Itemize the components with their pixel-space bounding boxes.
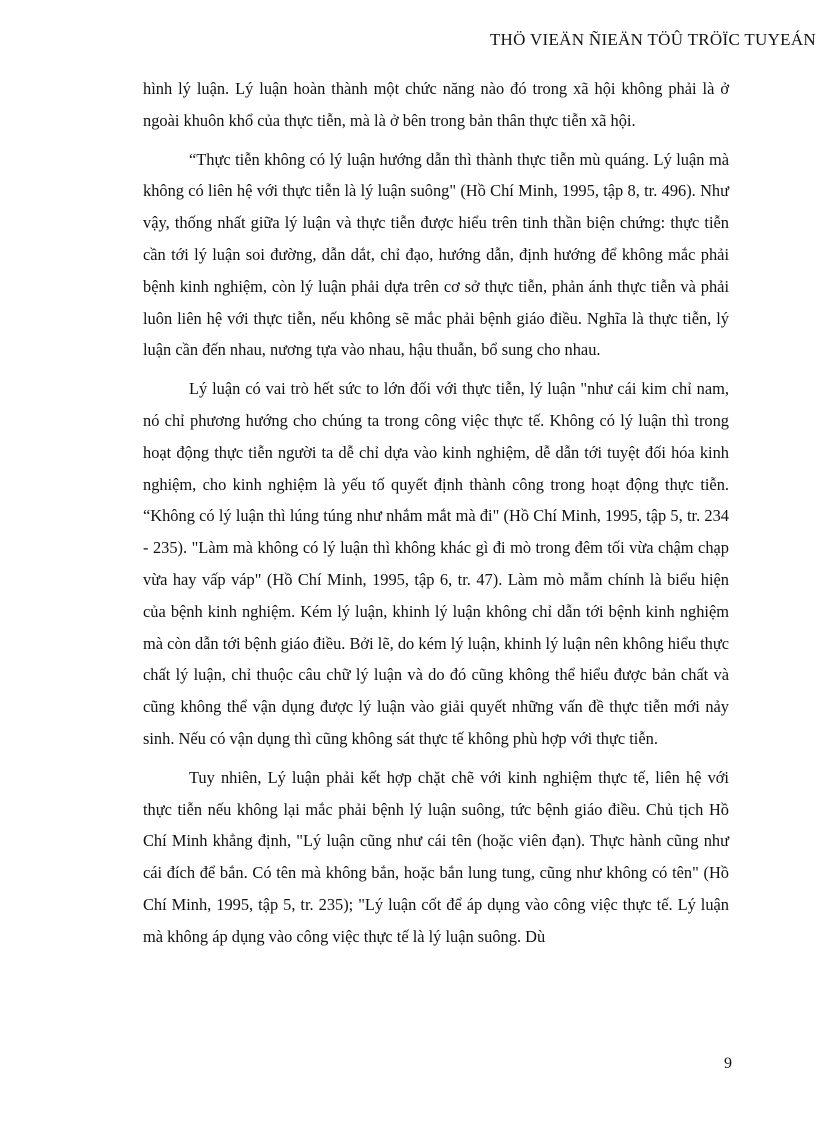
document-body [143, 73, 729, 953]
paragraph-continuation: hình lý luận. Lý luận hoàn thành một chức năng nào đó trong xã hội không phải là ở ngoài khuôn khổ của thực tiễn, mà là ở bên trong bản thân thực tiễn xã hội. [143, 79, 729, 130]
paragraph: Tuy nhiên, Lý luận phải kết hợp chặt chẽ với kinh nghiệm thực tế, liên hệ với thực tiễn nếu không lại mắc phải bệnh lý luận suông, tức bệnh giáo điều. Chủ tịch Hồ Chí Minh khẳng định, "Lý luận cũng như cái tên (hoặc viên đạn). Thực hành cũng như cái đích để bắn. Có tên mà không bắn, hoặc bắn lung tung, cũng như không có tên" (Hồ Chí Minh, 1995, tập 5, tr. 235); "Lý luận cốt để áp dụng vào công việc thực tế. Lý luận mà không áp dụng vào công việc thực tế là lý luận suông. Dù [143, 767, 729, 946]
page-number: 9 [724, 1055, 732, 1072]
page-header: THÖ VIEÄN ÑIEÄN TÖÛ TRÖÏC TUYEÁN [489, 30, 816, 49]
paragraph: Lý luận có vai trò hết sức to lớn đối với thực tiễn, lý luận "như cái kim chỉ nam, nó chỉ phương hướng cho chúng ta trong công việc thực tế. Không có lý luận thì trong hoạt động thực tiễn người ta dễ chỉ dựa vào kinh nghiệm, dễ dẫn tới tuyệt đối hóa kinh nghiệm, cho kinh nghiệm là yếu tố quyết định thành công trong hoạt động thực tiễn. “Không có lý luận thì lúng túng như nhắm mắt mà đi" (Hồ Chí Minh, 1995, tập 5, tr. 234 - 235). "Làm mà không có lý luận thì không khác gì đi mò trong đêm tối vừa chậm chạp vừa hay vấp váp" (Hồ Chí Minh, 1995, tập 6, tr. 47). Làm mò mẫm chính là biểu hiện của bệnh kinh nghiệm. Kém lý luận, khinh lý luận không chỉ dẫn tới bệnh kinh nghiệm mà còn dẫn tới bệnh giáo điều. Bởi lẽ, do kém lý luận, khinh lý luận nên không hiểu thực chất lý luận, chỉ thuộc câu chữ lý luận và do đó cũng không thể hiểu được bản chất và cũng không thể vận dụng được lý luận vào giải quyết những vấn đề thực tiễn mới nảy sinh. Nếu có vận dụng thì cũng không sát thực tế không phù hợp với thực tiễn. [143, 379, 729, 748]
paragraph: “Thực tiễn không có lý luận hướng dẫn thì thành thực tiễn mù quáng. Lý luận mà không có liên hệ với thực tiễn là lý luận suông" (Hồ Chí Minh, 1995, tập 8, tr. 496). Như vậy, thống nhất giữa lý luận và thực tiễn được hiểu trên tinh thần biện chứng: thực tiễn cần tới lý luận soi đường, dẫn dắt, chỉ đạo, hướng dẫn, định hướng để không mắc phải bệnh kinh nghiệm, còn lý luận phải dựa trên cơ sở thực tiễn, phản ánh thực tiễn và phải luôn liên hệ với thực tiễn, nếu không sẽ mắc phải bệnh giáo điều. Nghĩa là thực tiễn, lý luận cần đến nhau, nương tựa vào nhau, hậu thuẫn, bổ sung cho nhau. [143, 149, 729, 360]
